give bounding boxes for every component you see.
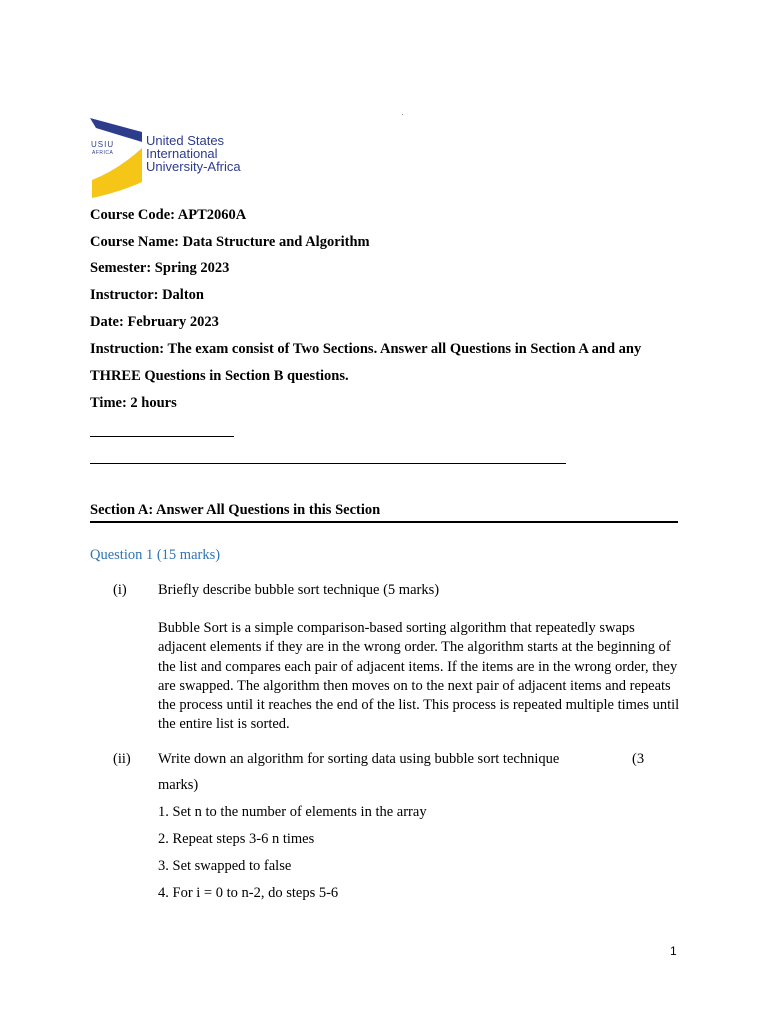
university-logo: [90, 118, 260, 200]
stray-dot: [402, 114, 403, 115]
part-i-prompt: Briefly describe bubble sort technique (5 marks): [158, 582, 440, 598]
signature-line-short: [90, 436, 234, 437]
course-code: Course Code: APT2060A: [90, 207, 247, 223]
part-i-number: (i): [113, 582, 127, 598]
semester: Semester: Spring 2023: [90, 260, 230, 276]
logo-line-3: University-Africa: [146, 159, 241, 174]
course-name: Course Name: Data Structure and Algorithm: [90, 234, 370, 250]
instruction-line-1: Instruction: The exam consist of Two Sections. Answer all Questions in Section A and any: [90, 341, 642, 357]
algorithm-step: 1. Set n to the number of elements in the array: [158, 804, 427, 820]
exam-time: Time: 2 hours: [90, 395, 177, 411]
section-a-heading: Section A: Answer All Questions in this Section: [90, 502, 678, 523]
logo-abbr: USIU: [91, 140, 115, 149]
part-ii-marks-open: (3: [632, 751, 645, 767]
algorithm-step: 3. Set swapped to false: [158, 858, 292, 874]
part-ii-prompt: Write down an algorithm for sorting data using bubble sort technique: [158, 751, 560, 767]
part-ii-marks-close: marks): [158, 777, 199, 793]
signature-line-long: [90, 463, 566, 464]
instructor: Instructor: Dalton: [90, 287, 204, 303]
exam-date: Date: February 2023: [90, 314, 219, 330]
page-number: 1: [670, 944, 677, 958]
instruction-line-2: THREE Questions in Section B questions.: [90, 368, 349, 384]
algorithm-step: 4. For i = 0 to n-2, do steps 5-6: [158, 885, 339, 901]
logo-abbr-sub: AFRICA: [92, 150, 114, 156]
logo-emblem-icon: [90, 118, 150, 200]
algorithm-step: 2. Repeat steps 3-6 n times: [158, 831, 315, 847]
logo-line-1: United States: [146, 133, 225, 148]
question-1-title: Question 1 (15 marks): [90, 547, 221, 563]
logo-wordmark: [146, 134, 241, 173]
logo-line-2: International: [146, 146, 218, 161]
part-ii-number: (ii): [113, 751, 131, 767]
part-i-answer: Bubble Sort is a simple comparison-based sorting algorithm that repeatedly swaps adjacent elements if they are in the wrong order. The algorithm starts at the beginning of the list and compares each pair of adjacent items. If the items are in the wrong order, they are swapped. The algorithm then moves on to the next pair of adjacent items and repeats the process until it reaches the end of the list. This process is repeated multiple times until the entire list is sorted.: [158, 620, 680, 733]
